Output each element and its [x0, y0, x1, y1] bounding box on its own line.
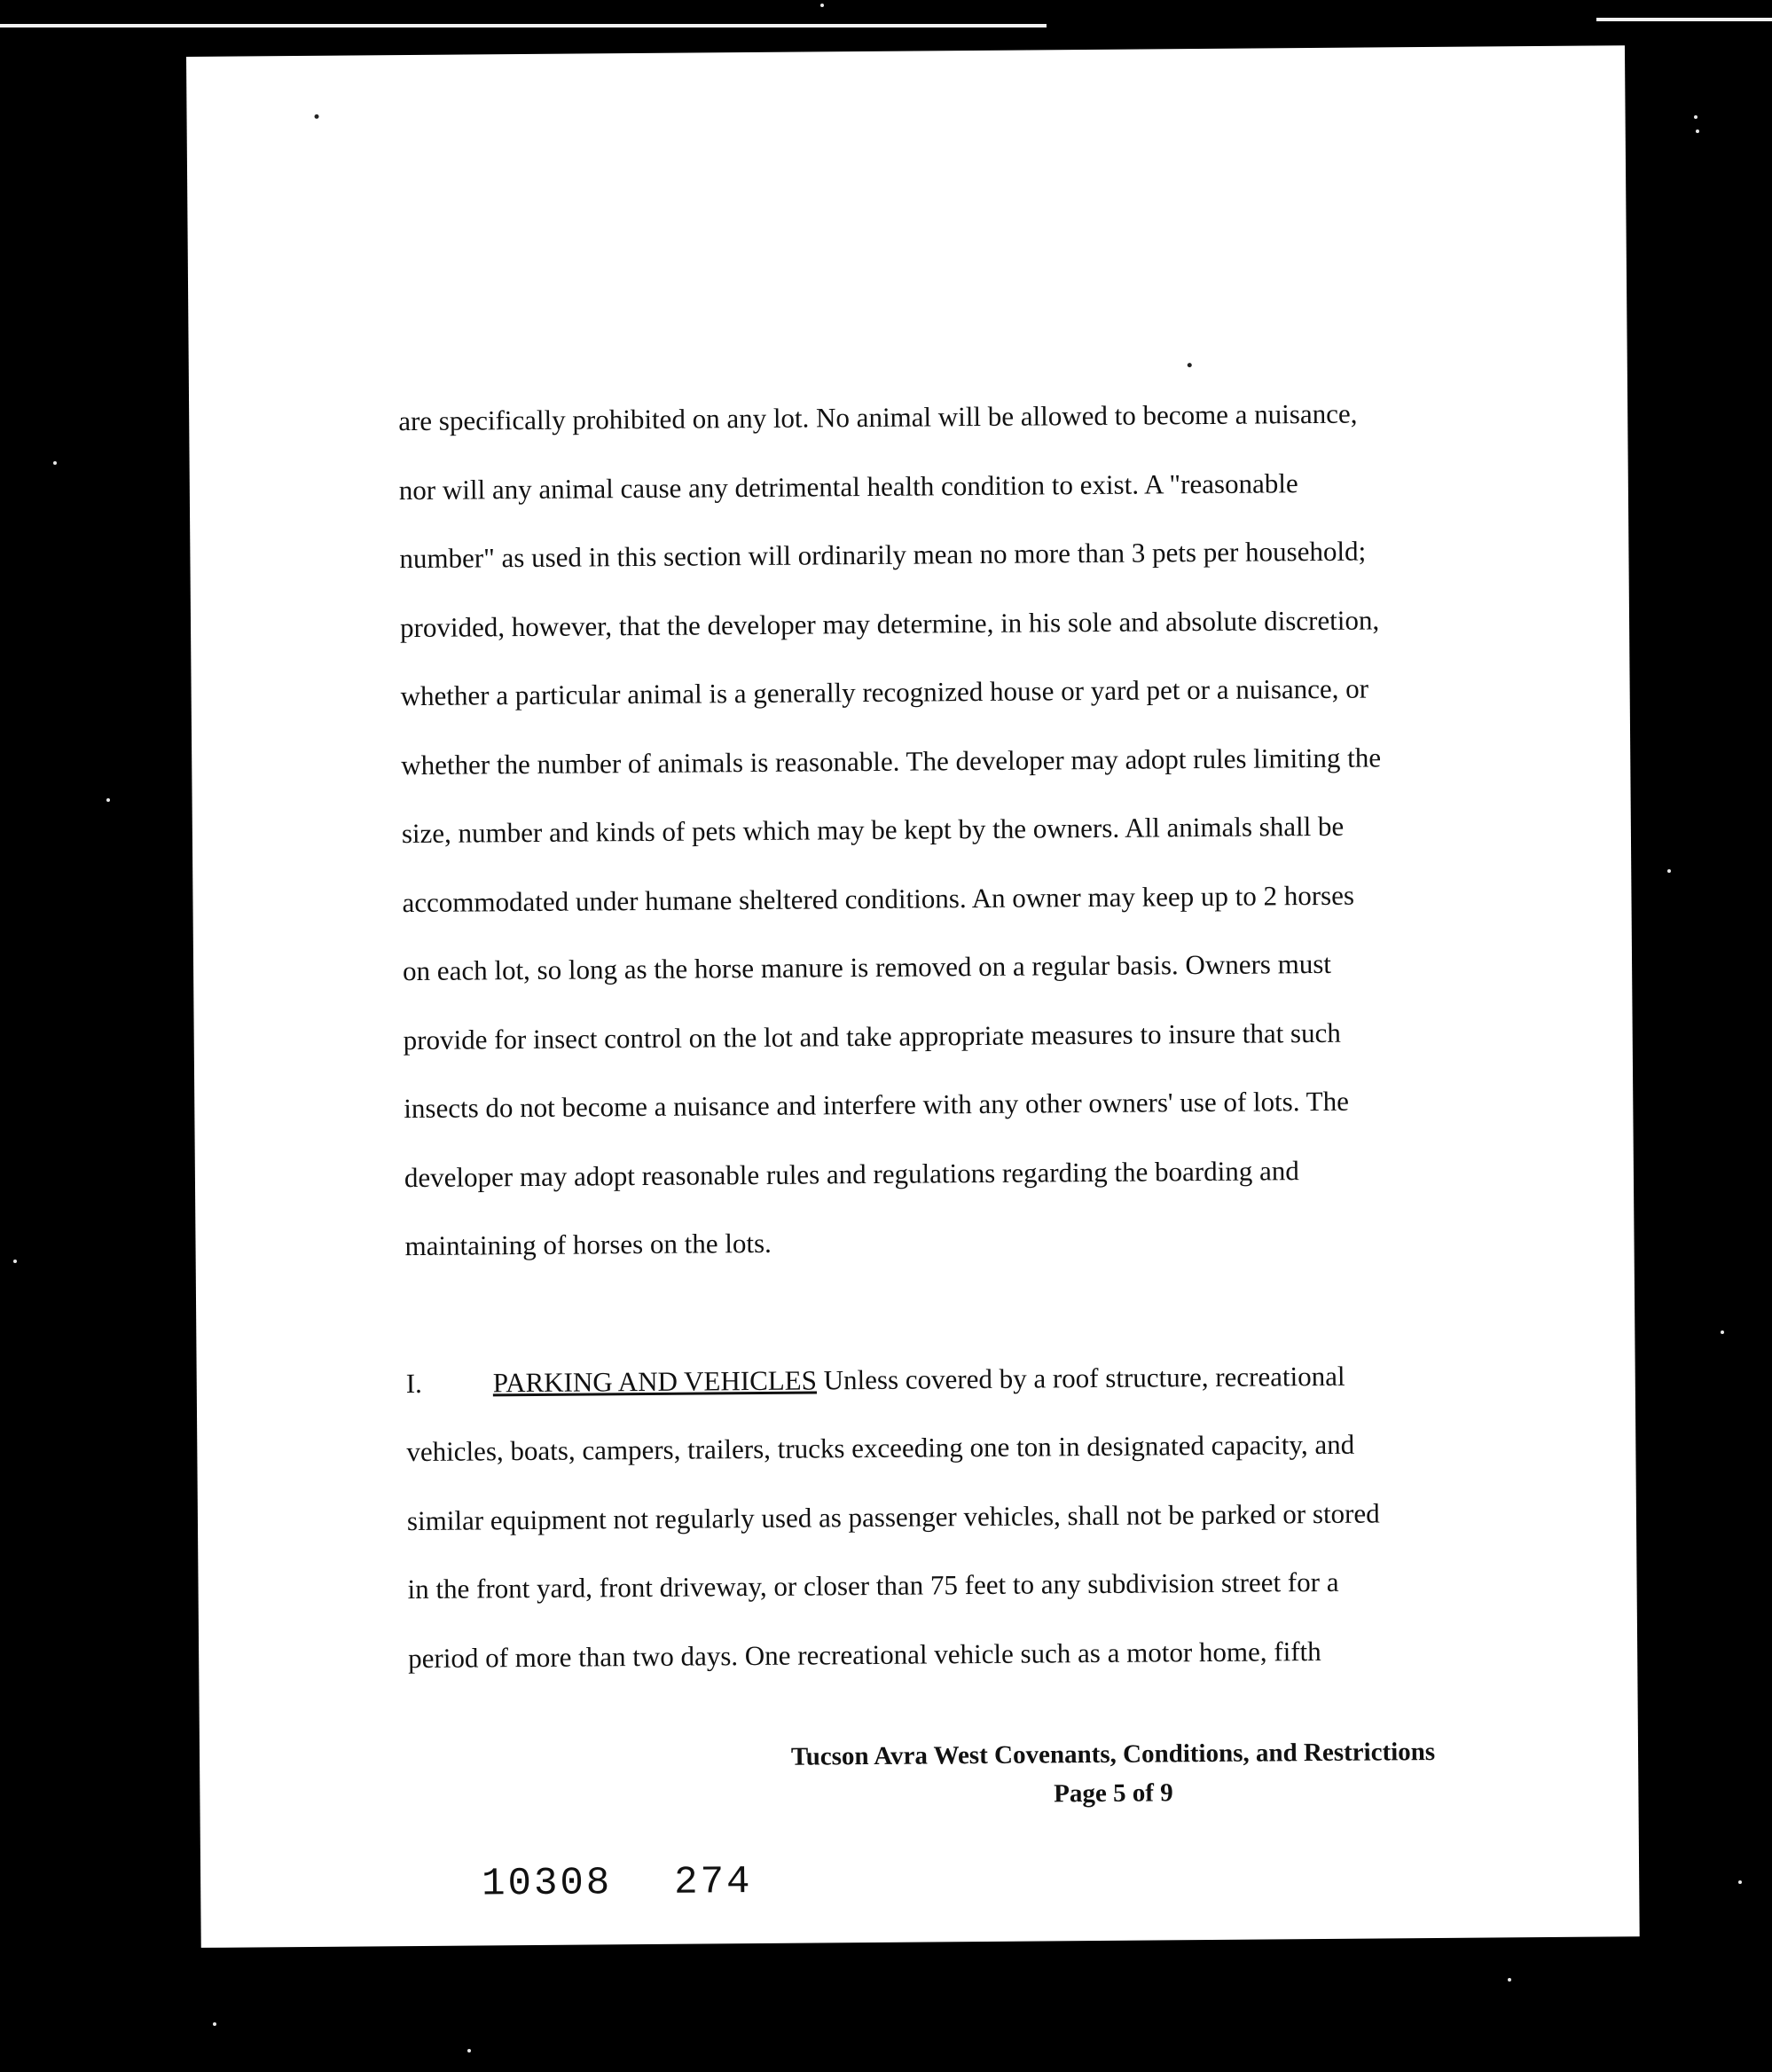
paragraph-gap: [405, 1272, 1453, 1348]
scan-speck: [53, 461, 57, 465]
body-line: insects do not become a nuisance and interfere with any other owners' use of lots. The: [404, 1085, 1350, 1125]
scan-speck: [213, 2022, 216, 2026]
section-line: in the front yard, front driveway, or closer than 75 feet to any subdivision street for a: [407, 1566, 1339, 1605]
body-line: nor will any animal cause any detrimental health condition to exist. A "reasonable: [398, 467, 1298, 506]
scan-speck: [1508, 1978, 1511, 1982]
scan-speck: [1694, 115, 1698, 119]
body-line: whether a particular animal is a generally recognized house or yard pet or a nuisance, or: [400, 672, 1369, 712]
footer-page-number: Page 5 of 9: [1054, 1778, 1173, 1809]
body-line: are specifically prohibited on any lot. No animal will be allowed to become a nuisance,: [398, 397, 1358, 437]
recording-stamp: [482, 1860, 753, 1906]
body-line: accommodated under humane sheltered conditions. An owner may keep up to 2 horses: [402, 879, 1355, 918]
stamp-book-number: 10308: [481, 1861, 613, 1907]
body-line: whether the number of animals is reasonable. The developer may adopt rules limiting the: [401, 741, 1382, 781]
scan-speck: [1696, 130, 1699, 133]
scan-speck: [467, 2049, 471, 2052]
body-line: provide for insect control on the lot and take appropriate measures to insure that such: [403, 1016, 1341, 1056]
scan-speck: [1721, 1330, 1724, 1334]
body-line: developer may adopt reasonable rules and regulations regarding the boarding and: [404, 1154, 1299, 1193]
section-letter: I.: [405, 1367, 422, 1399]
section-first-line-text: Unless covered by a roof structure, recreational: [816, 1360, 1345, 1395]
section-first-line: [405, 1340, 1453, 1417]
scan-speck: [13, 1260, 17, 1263]
scan-edge-line: [1596, 18, 1772, 21]
body-line: on each lot, so long as the horse manure is removed on a regular basis. Owners must: [402, 947, 1332, 987]
document-body: [398, 379, 1455, 1692]
body-line: size, number and kinds of pets which may be kept by the owners. All animals shall be: [401, 810, 1345, 850]
scan-speck: [1667, 869, 1671, 873]
section-line: vehicles, boats, campers, trailers, trucks exceeding one ton in designated capacity, and: [406, 1428, 1355, 1468]
scan-speck: [106, 798, 110, 802]
body-line: number" as used in this section will ordinarily mean no more than 3 pets per household;: [399, 535, 1367, 575]
stamp-page-number: 274: [674, 1860, 753, 1905]
footer-title: Tucson Avra West Covenants, Conditions, and Restrictions: [790, 1738, 1436, 1771]
scan-edge-line: [0, 24, 1047, 27]
scan-speck: [820, 4, 824, 7]
page-footer: [501, 1730, 1726, 1817]
scan-speck: [1738, 1880, 1742, 1884]
body-line: provided, however, that the developer may determine, in his sole and absolute discretion,: [399, 603, 1380, 643]
page-mark: [315, 114, 319, 119]
page-mark: [1188, 363, 1192, 367]
section-line: similar equipment not regularly used as passenger vehicles, shall not be parked or stored: [406, 1496, 1380, 1536]
section-line: period of more than two days. One recreational vehicle such as a motor home, fifth: [408, 1635, 1321, 1674]
section-heading: PARKING AND VEHICLES: [492, 1363, 818, 1398]
document-page: [186, 45, 1640, 1948]
body-line: maintaining of horses on the lots.: [404, 1227, 772, 1262]
